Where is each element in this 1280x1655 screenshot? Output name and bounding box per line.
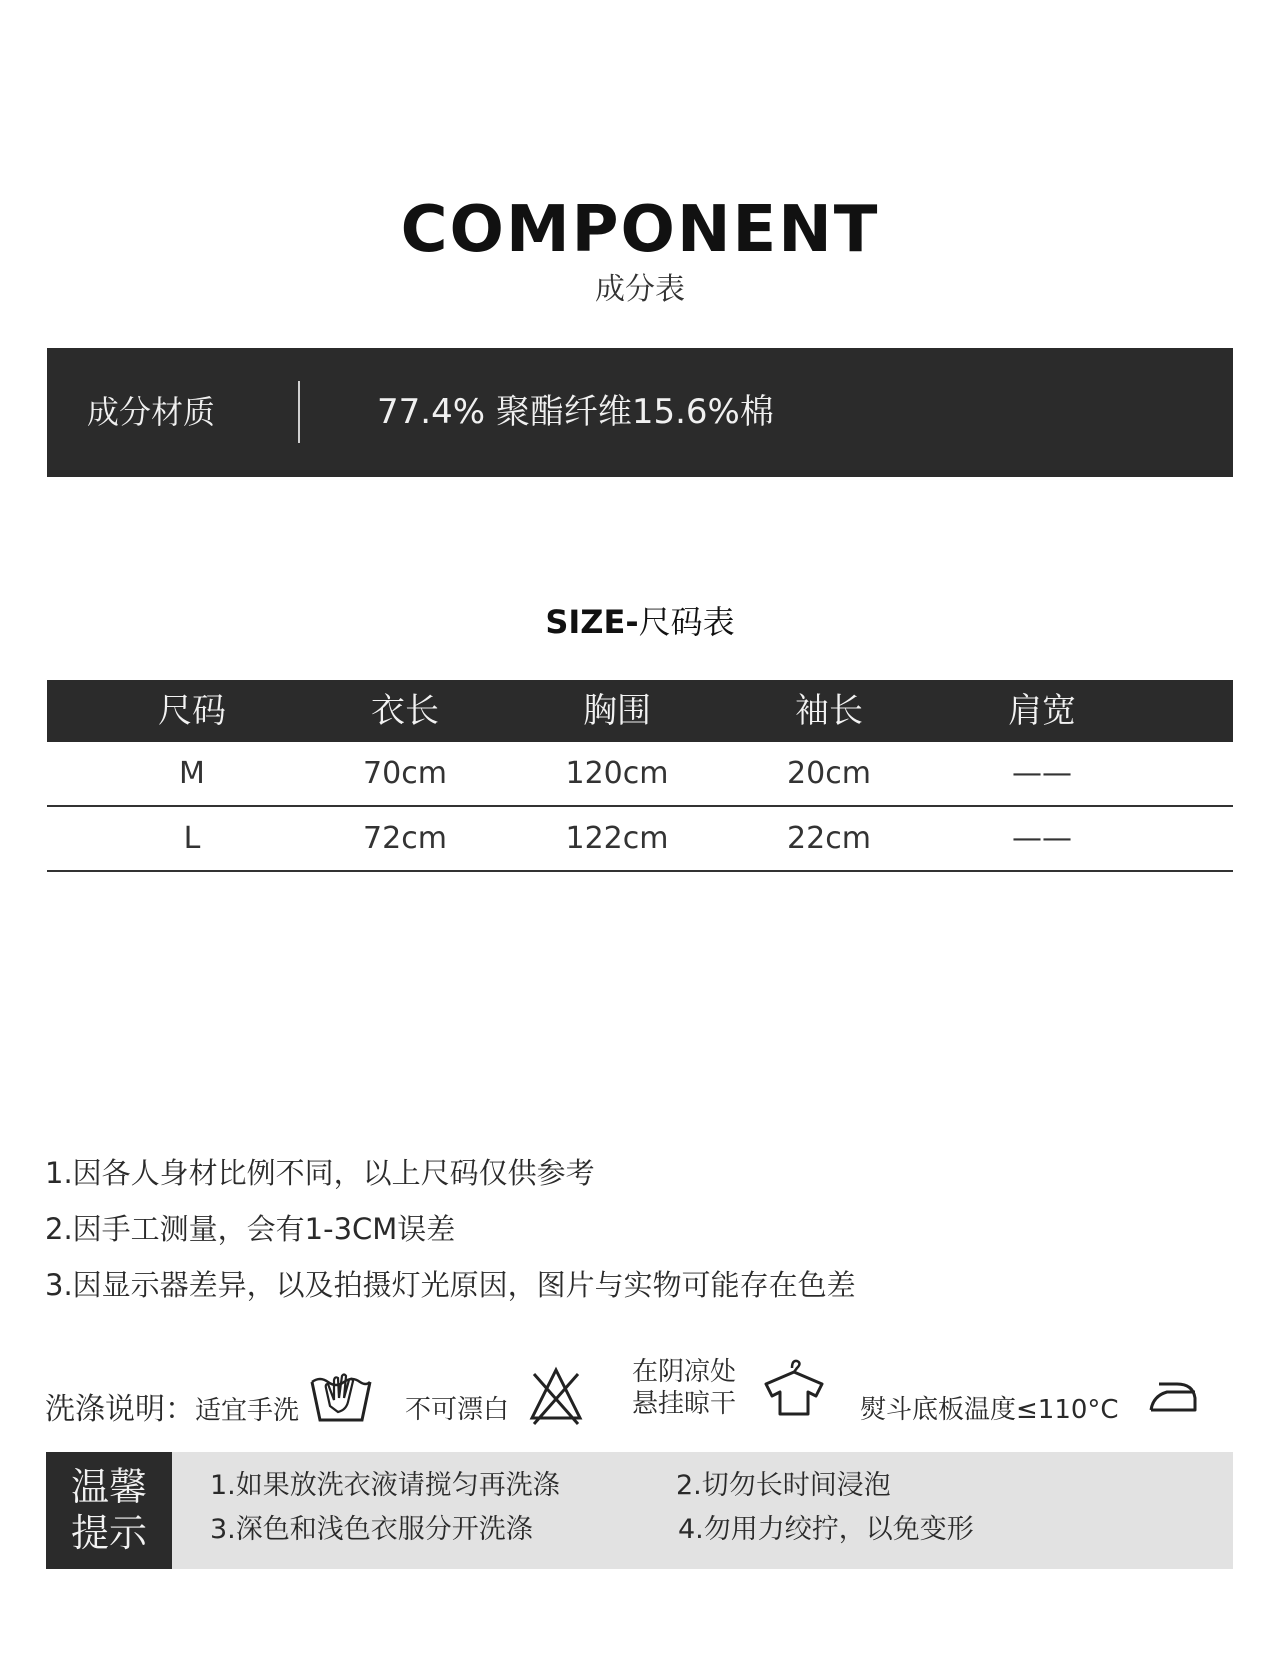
cell-shoulder: ——	[1012, 821, 1072, 856]
size-title-bold: SIZE-	[545, 603, 639, 641]
iron-icon	[1145, 1378, 1201, 1418]
size-notes	[45, 1145, 856, 1313]
tip-item: 2.切勿长时间浸泡	[676, 1470, 891, 1501]
header-sleeve: 袖长	[795, 691, 863, 731]
size-table-header	[47, 680, 1233, 742]
washing-title: 洗涤说明：	[45, 1392, 195, 1427]
hang-dry-text	[632, 1356, 736, 1420]
header-size: 尺码	[158, 691, 226, 731]
cell-sleeve: 20cm	[787, 756, 871, 791]
warm-tips-panel	[46, 1452, 1233, 1569]
warm-tips-title	[46, 1452, 172, 1569]
composition-label: 成分材质	[87, 393, 216, 431]
hand-wash-icon	[308, 1366, 374, 1426]
no-bleach-icon	[528, 1366, 584, 1426]
cell-length: 72cm	[363, 821, 447, 856]
header-chest: 胸围	[583, 691, 651, 731]
cell-chest: 120cm	[565, 756, 669, 791]
tip-item: 3.深色和浅色衣服分开洗涤	[210, 1514, 533, 1545]
table-row	[47, 807, 1233, 872]
page-subtitle: 成分表	[595, 272, 685, 307]
size-title-rest: 尺码表	[638, 603, 735, 641]
page-title: COMPONENT	[400, 193, 880, 267]
composition-value: 77.4% 聚酯纤维15.6%棉	[377, 392, 774, 432]
no-bleach-text: 不可漂白	[405, 1395, 510, 1425]
warm-tips-title-line1: 温馨	[70, 1465, 147, 1509]
size-title	[0, 600, 1280, 644]
size-table	[47, 680, 1233, 872]
tip-item: 1.如果放洗衣液请搅匀再洗涤	[210, 1470, 560, 1501]
header-shoulder: 肩宽	[1008, 691, 1076, 731]
iron-text: 熨斗底板温度≤110°C	[860, 1395, 1119, 1425]
hang-dry-icon	[762, 1356, 826, 1418]
cell-sleeve: 22cm	[787, 821, 871, 856]
composition-bar	[47, 348, 1233, 477]
cell-length: 70cm	[363, 756, 447, 791]
washing-label	[45, 1390, 299, 1431]
header-length: 衣长	[371, 691, 439, 731]
hang-dry-line1: 在阴凉处	[632, 1357, 737, 1387]
warm-tips-title-line2: 提示	[70, 1511, 147, 1555]
cell-shoulder: ——	[1012, 756, 1072, 791]
cell-size: M	[179, 756, 205, 791]
composition-divider	[298, 381, 300, 443]
note-item: 3.因显示器差异，以及拍摄灯光原因，图片与实物可能存在色差	[45, 1268, 856, 1302]
tip-item: 4.勿用力绞拧，以免变形	[678, 1514, 974, 1545]
cell-size: L	[183, 821, 201, 856]
note-item: 2.因手工测量，会有1-3CM误差	[45, 1212, 456, 1246]
cell-chest: 122cm	[565, 821, 669, 856]
note-item: 1.因各人身材比例不同，以上尺码仅供参考	[45, 1156, 595, 1190]
table-row	[47, 742, 1233, 807]
hang-dry-line2: 悬挂晾干	[632, 1389, 737, 1419]
hand-wash-text: 适宜手洗	[195, 1396, 300, 1426]
